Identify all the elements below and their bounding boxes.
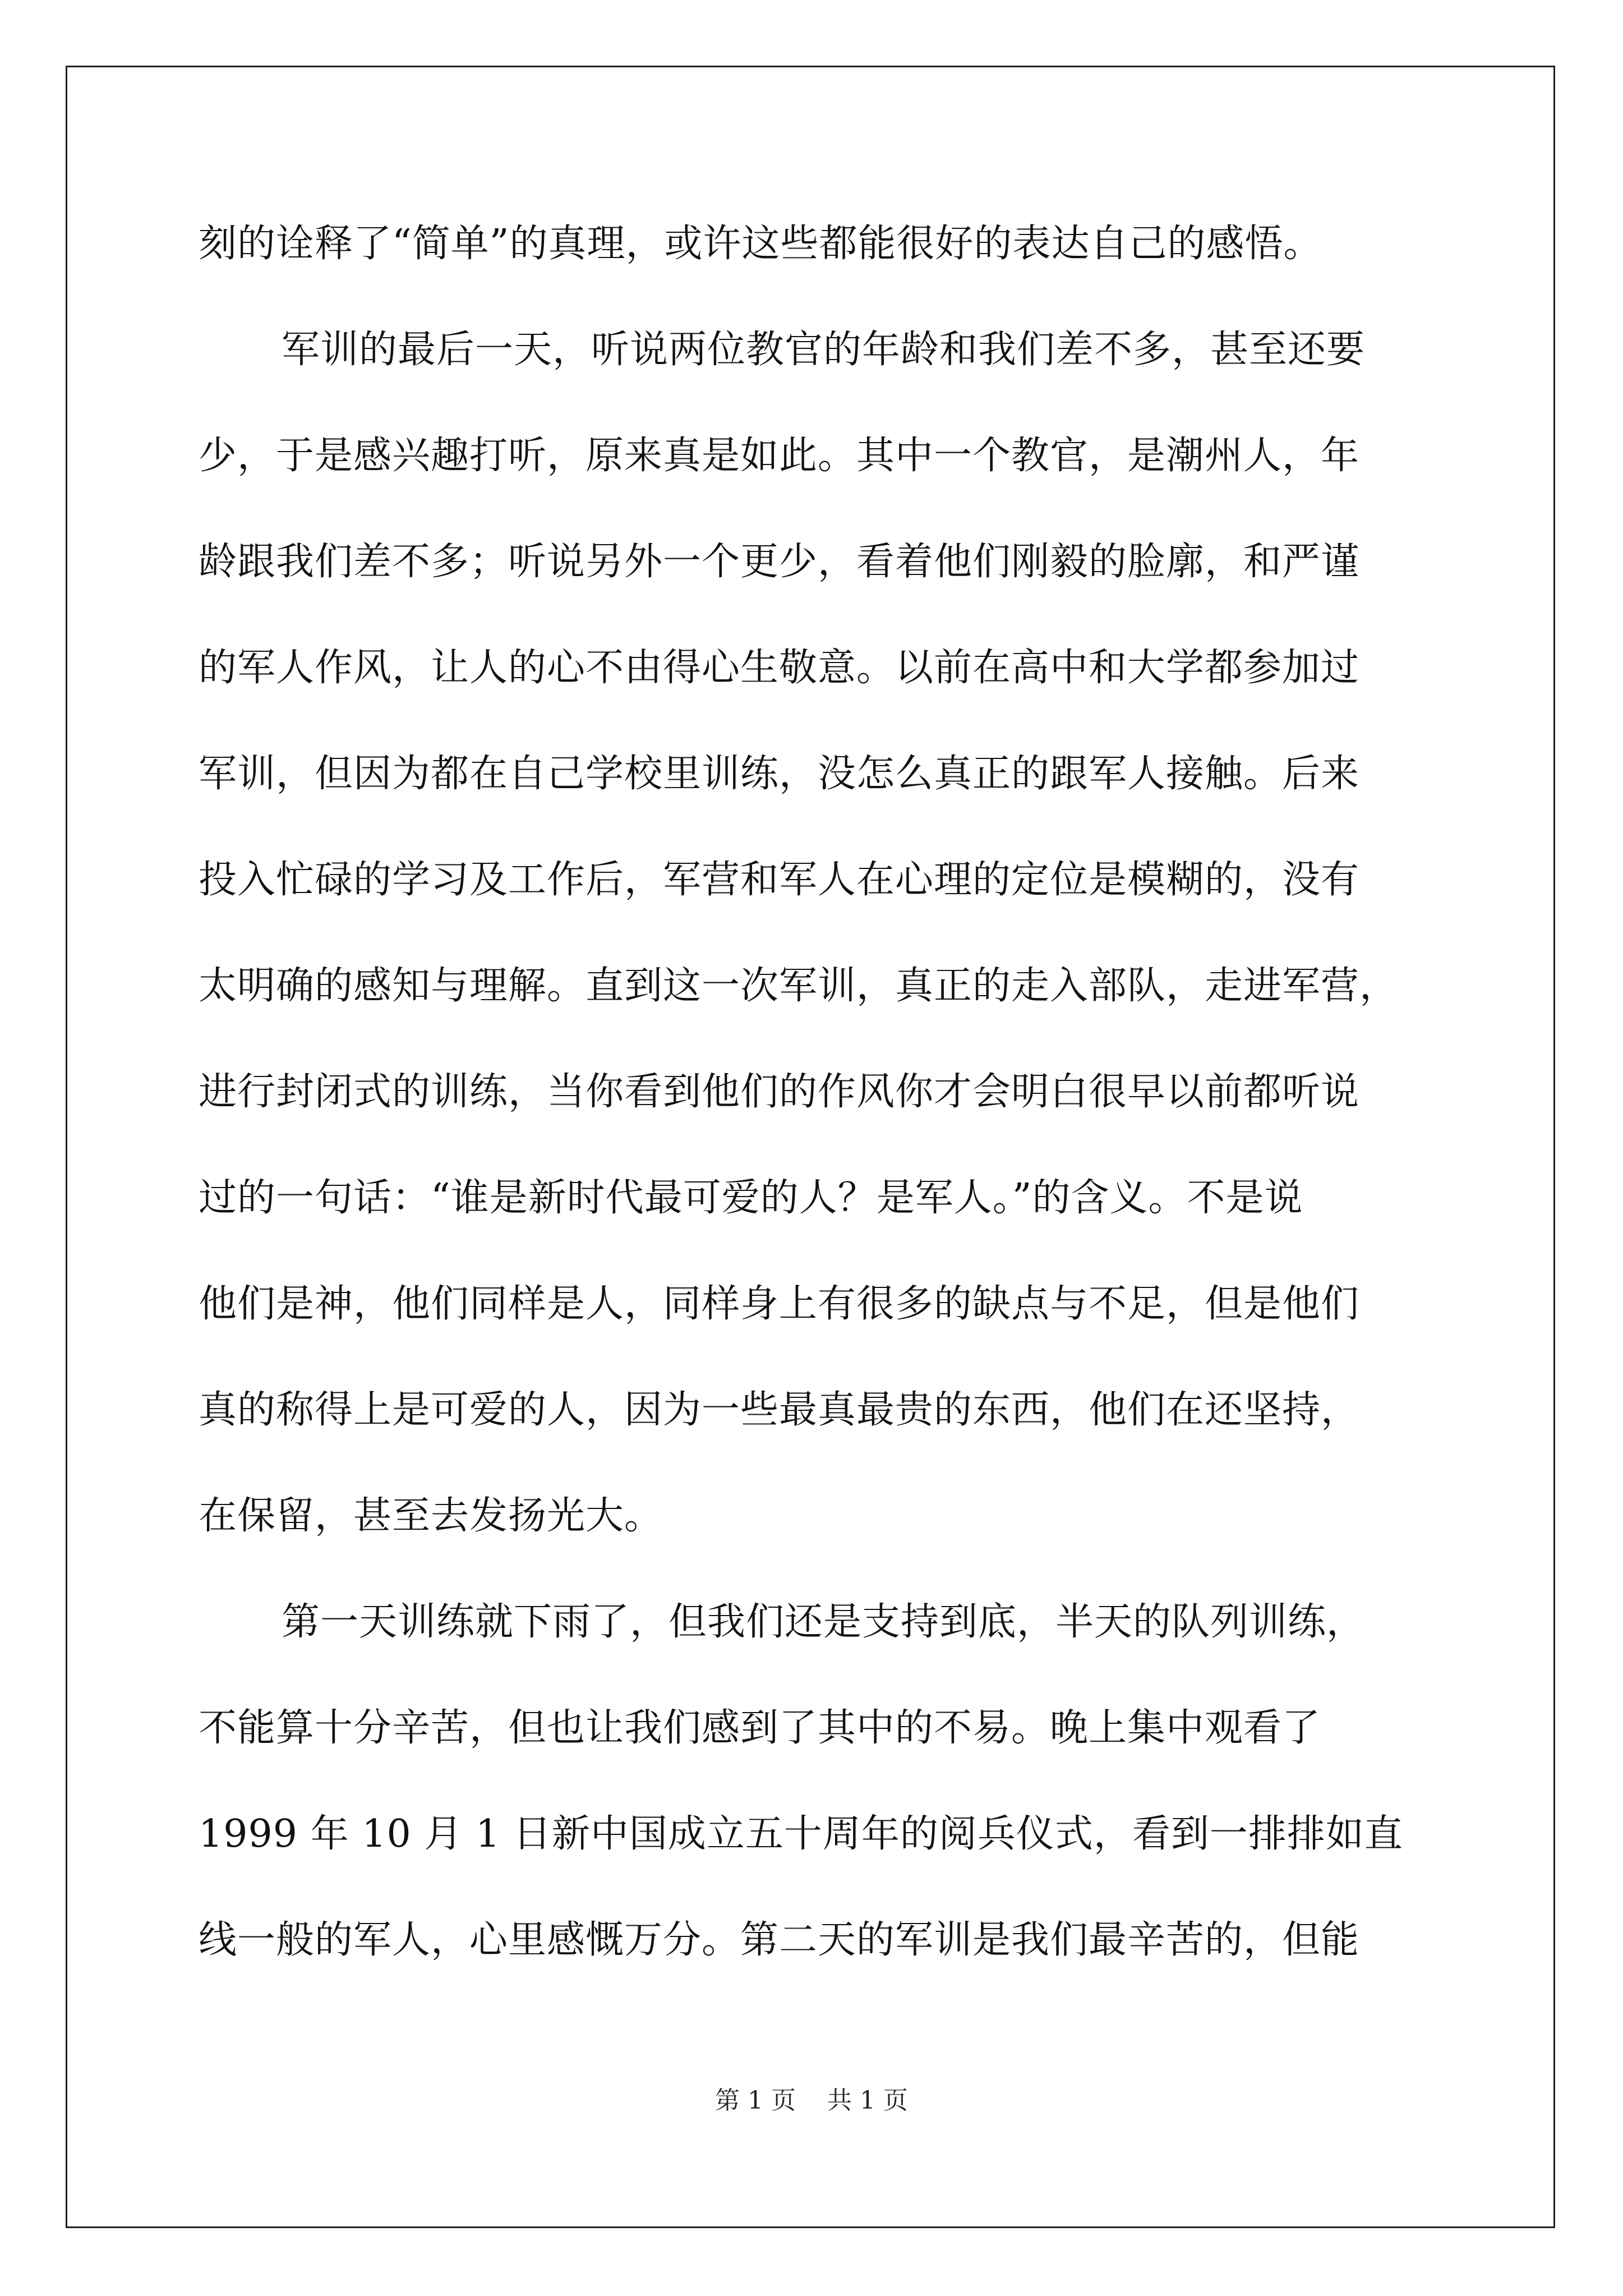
page-border	[66, 66, 1555, 2228]
paragraph-start-line: 第一天训练就下雨了，但我们还是支持到底，半天的队列训练，	[282, 1600, 1366, 1644]
text-line: 过的一句话：“谁是新时代最可爱的人？是军人。”的含义。不是说	[199, 1176, 1303, 1220]
text-line: 他们是神，他们同样是人，同样身上有很多的缺点与不足，但是他们	[199, 1282, 1360, 1326]
text-line: 投入忙碌的学习及工作后，军营和军人在心理的定位是模糊的，没有	[199, 858, 1360, 902]
text-line: 少，于是感兴趣打听，原来真是如此。其中一个教官，是潮州人，年	[199, 434, 1360, 478]
text-line: 在保留，甚至去发扬光大。	[199, 1494, 663, 1538]
page-number-footer: 第 1 页 共 1 页	[715, 2086, 908, 2115]
text-line: 真的称得上是可爱的人，因为一些最真最贵的东西，他们在还坚持，	[199, 1388, 1360, 1432]
text-line: 线一般的军人，心里感慨万分。第二天的军训是我们最辛苦的，但能	[199, 1918, 1360, 1962]
text-line: 太明确的感知与理解。直到这一次军训，真正的走入部队，走进军营，	[199, 964, 1399, 1008]
text-line: 军训，但因为都在自己学校里训练，没怎么真正的跟军人接触。后来	[199, 752, 1360, 796]
text-line: 龄跟我们差不多；听说另外一个更少，看着他们刚毅的脸廓，和严谨	[199, 540, 1360, 584]
text-line: 刻的诠释了“简单”的真理，或许这些都能很好的表达自己的感悟。	[199, 222, 1322, 266]
text-line: 不能算十分辛苦，但也让我们感到了其中的不易。晚上集中观看了	[199, 1706, 1321, 1750]
text-line: 进行封闭式的训练，当你看到他们的作风你才会明白很早以前都听说	[199, 1070, 1360, 1114]
paragraph-start-line: 军训的最后一天，听说两位教官的年龄和我们差不多，甚至还要	[282, 328, 1366, 372]
text-line: 1999 年 10 月 1 日新中国成立五十周年的阅兵仪式，看到一排排如直	[199, 1812, 1403, 1856]
text-line: 的军人作风，让人的心不由得心生敬意。以前在高中和大学都参加过	[199, 646, 1360, 690]
